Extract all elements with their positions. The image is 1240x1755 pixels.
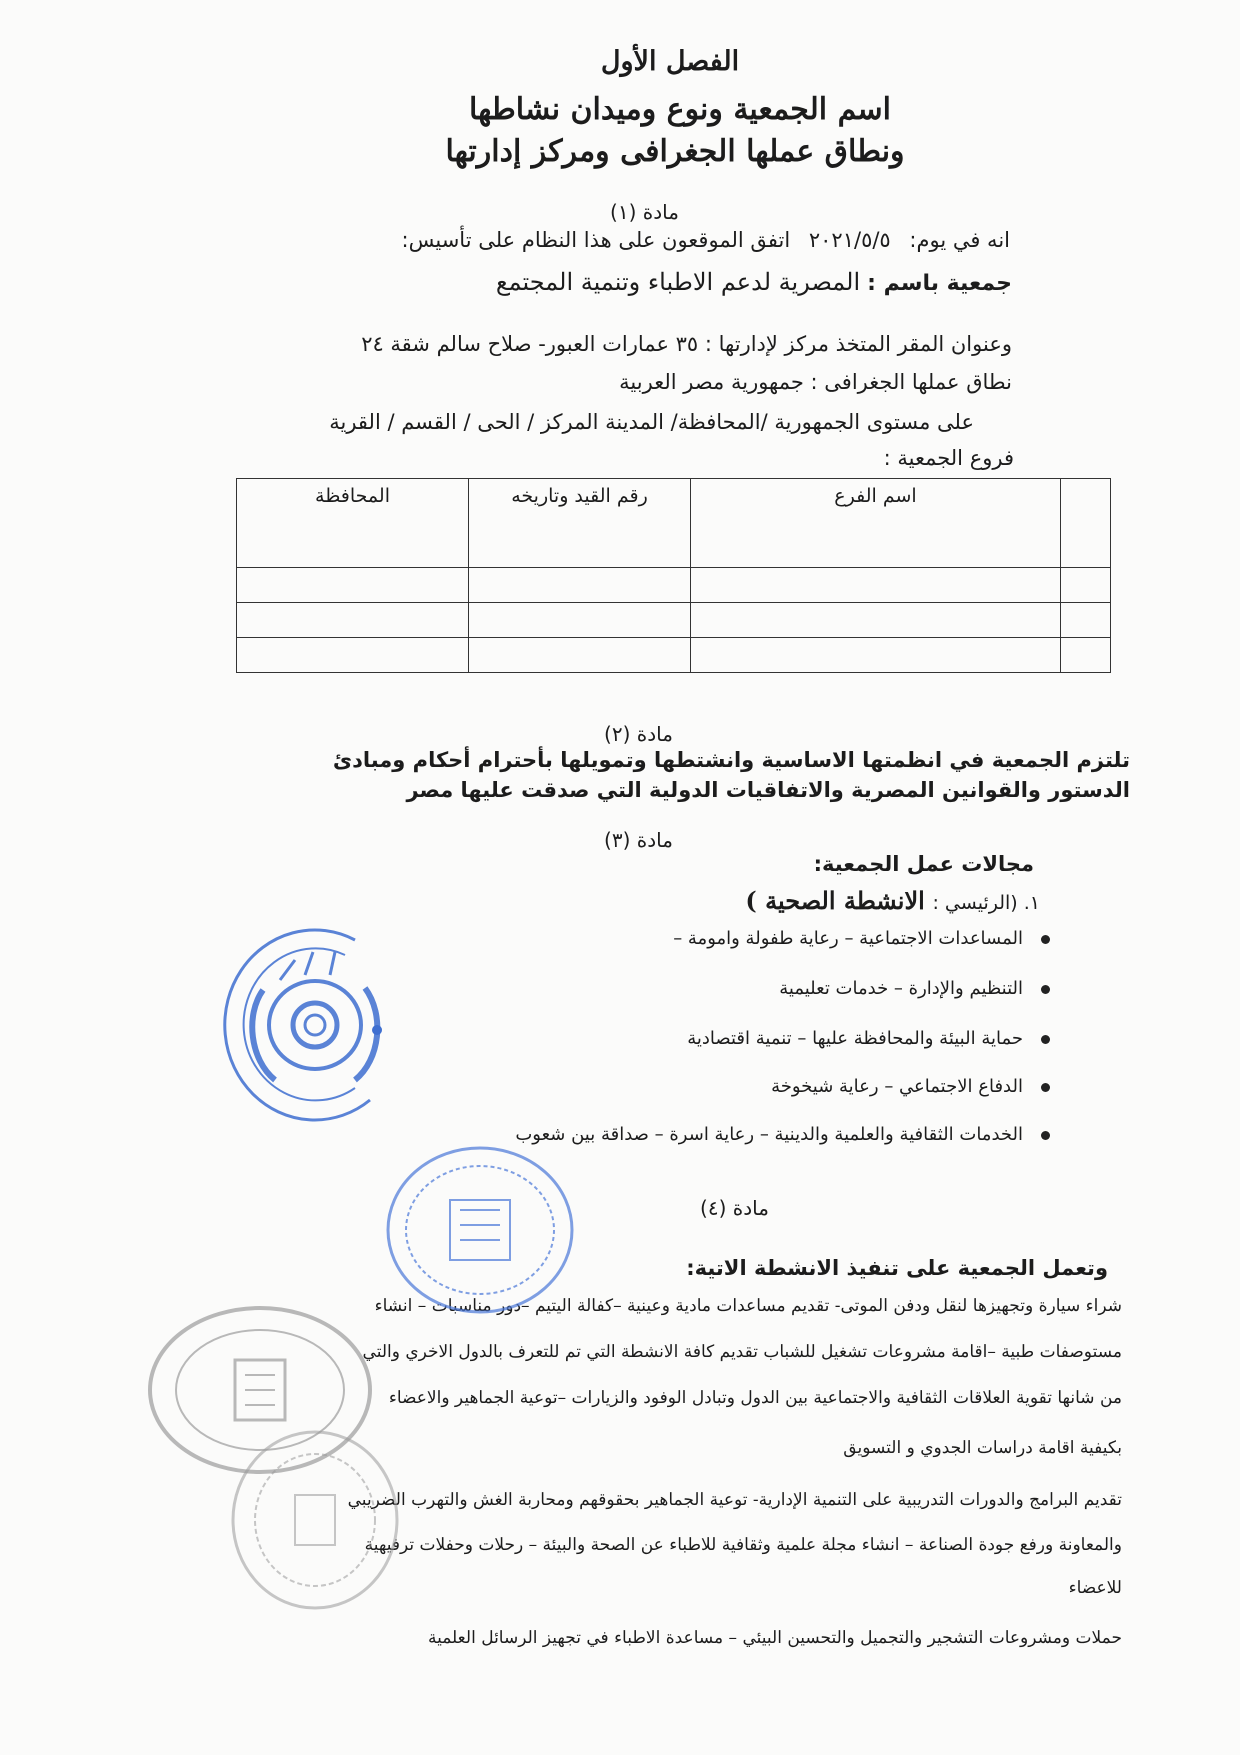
bullet-icon — [1041, 1083, 1050, 1092]
article3-main-activity — [745, 886, 1040, 915]
list-item — [687, 1028, 1050, 1049]
chapter-subtitle-line2: ونطاق عملها الجغرافى ومركز إدارتها — [445, 134, 905, 169]
article2-line1: تلتزم الجمعية في انظمتها الاساسية وانشتطها وتمويلها بأحترام أحكام ومبادئ — [332, 748, 1130, 772]
activity-line: والمعاونة ورفع جودة الصناعة – انشاء مجلة علمية وثقافية للاطباء عن الصحة والبيئة – رحلات وحفلات ترفيهية — [364, 1535, 1122, 1555]
levels-line — [329, 410, 974, 434]
name-value: المصرية لدعم الاطباء وتنمية المجتمع — [495, 268, 861, 296]
table-cell[interactable] — [237, 603, 469, 638]
table-cell[interactable] — [691, 638, 1061, 673]
scope-label: نطاق عملها الجغرافى : — [810, 370, 1012, 394]
levels-part2: المدينة المركز / الحى / القسم / القرية — [329, 410, 664, 434]
branches-table — [236, 478, 1111, 673]
table-row — [237, 568, 1111, 603]
article4-heading: مادة (٤) — [700, 1196, 769, 1220]
header-index — [1061, 479, 1111, 568]
name-label: جمعية باسم : — [867, 271, 1012, 296]
table-cell[interactable] — [469, 568, 691, 603]
chapter-title: الفصل الأول — [600, 46, 740, 77]
founding-date: ٢٠٢١/٥/٥ — [808, 228, 891, 252]
activity-line: للاعضاء — [1068, 1578, 1122, 1598]
table-cell[interactable] — [469, 638, 691, 673]
table-header-row — [237, 479, 1111, 568]
activity-line: شراء سيارة وتجهيزها لنقل ودفن الموتى- تقديم مساعدات مادية وعينية –كفالة اليتيم –دور مناسبات – انشاء — [374, 1296, 1122, 1316]
header-registration: رقم القيد وتاريخه — [469, 479, 691, 568]
round-official-stamp — [380, 1140, 580, 1320]
main-activity-value: الانشطة الصحية ) — [745, 886, 925, 915]
activity-line: بكيفية اقامة دراسات الجدوي و التسويق — [843, 1438, 1122, 1458]
article1-intro — [402, 228, 1010, 252]
list-item — [779, 978, 1050, 999]
article4-intro: وتعمل الجمعية على تنفيذ الانشطة الاتية: — [686, 1256, 1108, 1280]
table-row — [237, 638, 1111, 673]
bullet-icon — [1041, 1131, 1050, 1140]
table-cell[interactable] — [1061, 568, 1111, 603]
article1-heading: مادة (١) — [610, 200, 679, 224]
address-label: وعنوان المقر المتخذ مركز لإدارتها : — [704, 332, 1012, 356]
activity-line: حملات ومشروعات التشجير والتجميل والتحسين البيئي – مساعدة الاطباء في تجهيز الرسائل العلمية — [427, 1628, 1122, 1648]
table-cell[interactable] — [237, 638, 469, 673]
table-cell[interactable] — [1061, 638, 1111, 673]
table-cell[interactable] — [237, 568, 469, 603]
list-item-text: الدفاع الاجتماعي – رعاية شيخوخة — [771, 1076, 1023, 1097]
list-item-text: الخدمات الثقافية والعلمية والدينية – رعاية اسرة – صداقة بين شعوب — [515, 1124, 1023, 1145]
branches-label: فروع الجمعية : — [883, 446, 1014, 470]
intro-prefix: انه في يوم: — [909, 228, 1010, 252]
bullet-icon — [1041, 935, 1050, 944]
article3-heading: مادة (٣) — [604, 828, 673, 852]
levels-part1: على مستوى الجمهورية /المحافظة/ — [670, 410, 974, 434]
article3-fields-label: مجالات عمل الجمعية: — [813, 852, 1034, 876]
header-governorate: المحافظة — [237, 479, 469, 568]
list-item — [771, 1076, 1050, 1097]
list-item-text: حماية البيئة والمحافظة عليها – تنمية اقتصادية — [687, 1028, 1023, 1049]
bullet-icon — [1041, 985, 1050, 994]
table-cell[interactable] — [469, 603, 691, 638]
article2-heading: مادة (٢) — [604, 722, 673, 746]
table-cell[interactable] — [1061, 603, 1111, 638]
chapter-subtitle-line1: اسم الجمعية ونوع وميدان نشاطها — [468, 92, 892, 127]
association-name-line — [496, 268, 1012, 296]
address-line — [361, 332, 1012, 356]
activity-line: تقديم البرامج والدورات التدريبية على التنمية الإدارية- توعية الجماهير بحقوقهم ومحاربة الغش والتهرب الضريبي — [347, 1490, 1122, 1510]
list-item-text: المساعدات الاجتماعية – رعاية طفولة وامومة – — [673, 928, 1023, 949]
activity-line: مستوصفات طبية –اقامة مشروعات تشغيل للشباب تقديم كافة الانشطة التي تم للتعرف بالدول الاخري والتي — [362, 1342, 1122, 1362]
list-item — [515, 1124, 1050, 1145]
list-item-text: التنظيم والإدارة – خدمات تعليمية — [779, 978, 1023, 999]
scope-line — [619, 370, 1012, 394]
intro-suffix: اتفق الموقعون على هذا النظام على تأسيس: — [401, 228, 791, 252]
header-branch-name: اسم الفرع — [691, 479, 1061, 568]
table-cell[interactable] — [691, 603, 1061, 638]
main-activity-prefix: ١. (الرئيسي : — [932, 892, 1040, 914]
table-cell[interactable] — [691, 568, 1061, 603]
gray-stamp-lower — [225, 1425, 405, 1615]
address-value: ٣٥ عمارات العبور- صلاح سالم شقة ٢٤ — [361, 332, 699, 356]
association-seal — [205, 920, 405, 1130]
activity-line: من شانها تقوية العلاقات الثقافية والاجتماعية بين الدول وتبادل الوفود والزيارات –توعية الجماهير والاعضاء — [388, 1388, 1122, 1408]
list-item — [673, 928, 1050, 949]
article2-line2: الدستور والقوانين المصرية والاتفاقيات الدولية التي صدقت عليها مصر — [406, 778, 1130, 802]
table-row — [237, 603, 1111, 638]
bullet-icon — [1041, 1035, 1050, 1044]
scope-value: جمهورية مصر العربية — [619, 370, 804, 394]
